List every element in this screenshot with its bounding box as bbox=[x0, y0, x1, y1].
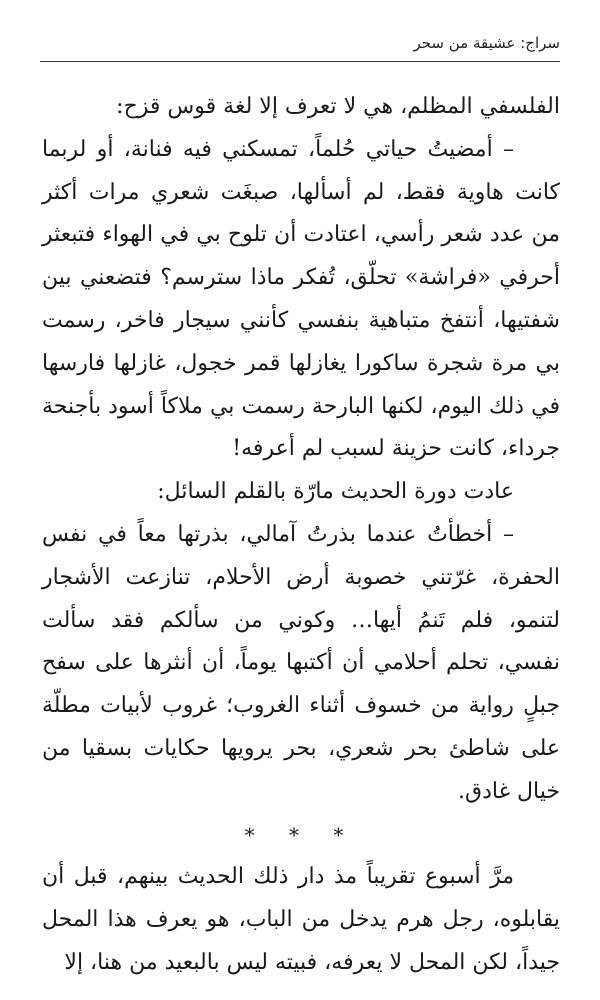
body-text bbox=[42, 86, 560, 985]
paragraph-narration: عادت دورة الحديث مارّة بالقلم السائل: bbox=[157, 479, 514, 505]
section-separator: * * * bbox=[244, 822, 358, 847]
paragraph-new-section: مرَّ أسبوع تقريباً مذ دار ذلك الحديث بينهم، قبل أن يقابلوه، رجل هرم يدخل من الباب، هو يعرف هذا المحل جيداً، لكن المحل لا يعرفه، فبيته ليس بالبعيد من هنا، إلا bbox=[42, 864, 560, 975]
paragraph-dialogue-brush: – أمضيتُ حياتي حُلماً، تمسكني فيه فنانة، أو لربما كانت هاوية فقط، لم أسألها، صبغَت شعري مرات أكثر من عدد شعر رأسي، اعتادت أن تلوح بي في الهواء فتبعثر أحرفي «فراشة» تحلّق، تُفكر ماذا سترسم؟ فتضعني بين شفتيها، أنتفخ متباهية بنفسي كأنني سيجار فاخر، رسمت بي مرة شجرة ساكورا يغازلها قمر خجول، غازلها فارسها في ذلك اليوم، لكنها البارحة رسمت بي ملاكاً أسود بأجنحة جرداء، كانت حزينة لسبب لم أعرفه! bbox=[42, 136, 560, 462]
paragraph-continuation: الفلسفي المظلم، هي لا تعرف إلا لغة قوس قزح: bbox=[116, 94, 560, 119]
running-header: سراج: عشيقة من سحر bbox=[413, 34, 560, 52]
paragraph-dialogue-pen: – أخطأتُ عندما بذرتُ آمالي، بذرتها معاً في نفس الحفرة، غرّتني خصوبة أرض الأحلام، تنازعت الأشجار لتنمو، فلم تَنمُ أيها… وكوني من سألكم فقد سألت نفسي، تحلم أحلامي أن أكتبها يوماً، أن أنثرها على سفح جبلٍ رواية من خسوف أثناء الغروب؛ غروب لأبيات مطلّة على شاطئ بحر شعري، بحر يرويها حكايات بسقيا من خيال غادق. bbox=[42, 521, 560, 804]
header-rule bbox=[40, 61, 560, 62]
